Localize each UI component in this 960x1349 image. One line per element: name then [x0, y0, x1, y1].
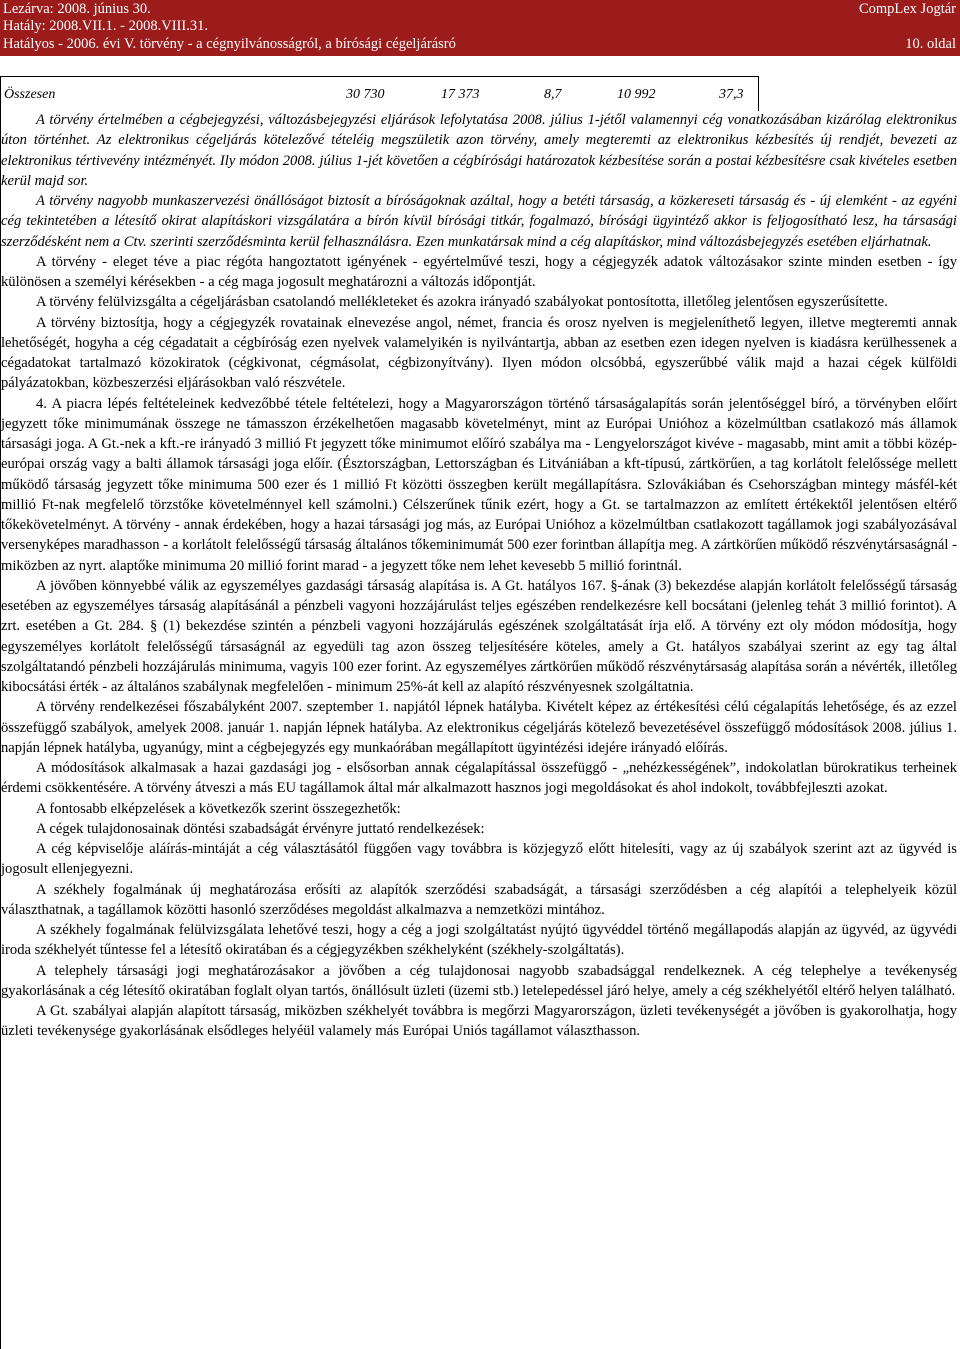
row-label: Összesen: [4, 87, 56, 102]
paragraph: A cégek tulajdonosainak döntési szabadságát érvényre juttató rendelkezések:: [36, 820, 485, 837]
validity-range: Hatály: 2008.VII.1. - 2008.VIII.31.: [3, 18, 208, 34]
paragraph: A törvény - eleget téve a piac régóta hangoztatott igényének - egyértelművé teszi, hogy a cégjegyzék adatok változásakor szinte minden esetben - így különösen a személyi kérésekben - a cég maga jogosult meghatározni a változás időpontját.: [1, 253, 957, 290]
closing-date: Lezárva: 2008. június 30.: [3, 1, 151, 17]
table-row: [0, 76, 759, 111]
cell-4: 10 992: [617, 87, 656, 102]
paragraph: A Gt. szabályai alapján alapított társaság, miközben székhelyét továbbra is megőrzi Magyarországon, üzleti tevékenységét a jövőben is gyakorolhatja, hogy üzleti tevékenysége gyakorlásának elsődleges helyéül valamely más Európai Uniós tagállamot választhasson.: [1, 1003, 957, 1040]
paragraph: A fontosabb elképzelések a következők szerint összegezhetők:: [36, 800, 401, 817]
paragraph: A módosítások alkalmasak a hazai gazdasági jog - elsősorban annak cégalapítással összefüggő - „nehézkességének”, indokolatlan bürokratikus terheinek érdemi csökkentésére. A törvény átveszi a más EU tagállamok által már alkalmazott hasznos jogi megoldásokat és ahol indokolt, továbbfejleszti azokat.: [1, 760, 957, 797]
paragraph: A törvény biztosítja, hogy a cégjegyzék rovatainak elnevezése angol, német, francia és orosz nyelven is megjeleníthető legyen, illetve megteremti annak lehetőségét, hogyha a cég cégadatait a cégbíróság ezen nyelvek valamelyikén is nyilvántartja, abban az esetben ezen idegen nyelven is kiadásra kerülhessenek a cégadatokat tartalmazó közokiratok (cégkivonat, cégmásolat, cégbizonyítvány). Ilyen módon olcsóbbá, egyszerűbbé válik majd a hazai cégek külföldi pályázatokban, közbeszerzési eljárásokban való részvétele.: [1, 314, 957, 392]
cell-5: 37,3: [719, 87, 744, 102]
page-number: 10. oldal: [905, 36, 956, 52]
paragraph: A székhely fogalmának új meghatározása erősíti az alapítók szerződési szabadságát, a társasági szerződésben a cég alapítói a telephelyeik közül választhatnak, a tagállamok közötti hasonló szerződéses megoldást alkalmazva a nemzetközi mintához.: [1, 881, 957, 918]
paragraph: A cég képviselője aláírás-mintáját a cég választásától függően vagy továbbra is közjegyző előtt hitelesíti, vagy az új szabályok szerint azt az ügyvéd is jogosult ellenjegyezni.: [1, 841, 957, 878]
paragraph: A törvény rendelkezései főszabályként 2007. szeptember 1. napjától lépnek hatályba. Kivételt képez az értékesítési célú cégalapítás lehetősége, és az ezzel összefüggő szabályok, amelyek 2008. január 1. napján lépnek hatályba. Az elektronikus cégeljárás kötelező bevezetésével összefüggő módosítások 2008. július 1. napján lépnek hatályba, ugyanúgy, mint a cégbejegyzés egy munkaórában megállapított ügyintézési idejére irányadó előírás.: [1, 699, 957, 756]
paragraph: A törvény nagyobb munkaszervezési önállóságot biztosít a bíróságoknak azáltal, hogy a betéti társaság, a közkereseti társaság és - új elemként - az egyéni cég tekintetében a létesítő okirat alapításkori vizsgálatára a bírón kívül bírósági titkár, fogalmazó, bírósági ügyintéző akkor is feljogosítható lesz, ha társasági szerződésként nem a Ctv. szerinti szerződésminta kerül felhasználásra. Ezen munkatársak mind a cég alapításkor, mind változásbejegyzés esetében eljárhatnak.: [1, 193, 957, 250]
paragraph: A jövőben könnyebbé válik az egyszemélyes gazdasági társaság alapítása is. A Gt. hatályos 167. §-ának (3) bekezdése alapján korlátolt felelősségű társaság esetében az egyszemélyes társaság alapításánál a pénzbeli vagyoni hozzájárulást teljes egészében rendelkezésre kell bocsátani (jelenleg tehát 3 millió forintot). A zrt. esetében a Gt. 284. § (1) bekezdése szintén a pénzbeli vagyoni hozzájárulás egészének szolgáltatását írja elő. A törvény ezt oly módon módosítja, hogy egyszemélyes korlátolt felelősségű társaságnál az egyedüli tag azon összeg teljesítésére köteles, amely a Gt. hatályos szabályai szerint az egy tag által szolgáltatandó pénzbeli hozzájárulás minimuma, vagyis 100 ezer forint. Az egyszemélyes zártkörűen működő részvénytársaság alapítása során a névérték, illetőleg kibocsátási érték - az általános szabálynak megfelelően - minimum 25%-át kell az alapító részvényesnek szolgáltatnia.: [1, 577, 957, 695]
cell-2: 17 373: [441, 87, 480, 102]
paragraph: 4. A piacra lépés feltételeinek kedvezőbbé tétele feltételezi, hogy a Magyarországon történő társaságalapítás során jelentőséggel bíró, a törvényben előírt jegyzett tőke minimumának összege ne támasszon érzékelhetően magasabb követelményt, mint az Európai Unióhoz a közelmúltban csatlakozó más államok társasági joga. A Gt.-nek a kft.-re irányadó 3 millió Ft jegyzett tőke minimumot előíró szabálya ma - Lengyelországot kivéve - magasabb, mint amit a többi közép-európai ország vagy a balti államok társasági joga előír. (Észtországban, Lettországban és Litvániában a kft-típusú, zártkörűen, a tag korlátolt felelőssége mellett működő társaság jegyzett tőke minimuma 500 ezer és 1 millió Ft közötti összegben került megállapításra. Szlovákiában és Csehországban mintegy másfél-két millió Ft-nak megfelelő törzstőke követelménnyel kell számolni.) Célszerűnek tűnik ezért, hogy a Gt. se tartalmazzon az említett értékektől jelentősen eltérő tőkekövetelményt. A törvény - annak érdekében, hogy a hazai társasági jog más, az Európai Unióhoz a közelmúltban csatlakozott tagállamok jogi szabályozásával versenyképes maradhasson - a korlátolt felelősségű társaság általános tőkeminimumát 500 ezer forintban állapítja meg. A zártkörűen működő részvénytársaságnál - miközben az nyrt. alaptőke minimuma 20 millió forint marad - a jegyzett tőke nem lehet kevesebb 5 millió forintnál.: [1, 395, 957, 574]
publisher-name: CompLex Jogtár: [858, 1, 956, 17]
paragraph: A telephely társasági jogi meghatározásakor a jövőben a cég tulajdonosai nagyobb szabadsággal rendelkeznek. A cég telephelye a tevékenység gyakorlásának a cég létesítő okiratában foglalt olyan tartós, önállósult üzleti (üzemi stb.) letelepedéssel járó helye, amely a cég székhelyétől eltérő helyen található.: [1, 962, 957, 999]
cell-1: 30 730: [346, 87, 385, 102]
paragraph: A székhely fogalmának felülvizsgálata lehetővé teszi, hogy a cég a jogi szolgáltatást nyújtó ügyvéddel történő megállapodás alapján az ügyvéd, az ügyvédi iroda székhelyét tűntesse fel a létesítő okiratában és a cégjegyzékben székhelyként (székhely-szolgáltatás).: [1, 922, 957, 959]
paragraph: A törvény értelmében a cégbejegyzési, változásbejegyzési eljárások lefolytatása 2008. július 1-jétől valamennyi cég vonatkozásában kizárólag elektronikus úton történhet. Az elektronikus cégeljárás kötelezővé tételéig megszületik azon törvény, amely megteremti az elektronikus kézbesítés új rendjét, bevezeti az elektronikus tértivevény intézményét. Ily módon 2008. július 1-jét követően a cégbírósági határozatok kézbesítése során a postai kézbesítésre csak kivételes esetben kerül majd sor.: [1, 112, 957, 189]
law-title: Hatályos - 2006. évi V. törvény - a cégnyilvánosságról, a bírósági cégeljárásró: [3, 36, 456, 52]
document-header: [0, 0, 960, 56]
cell-3: 8,7: [544, 87, 562, 102]
document-body: [1, 110, 957, 1042]
paragraph: A törvény felülvizsgálta a cégeljárásban csatolandó mellékleteket és azokra irányadó szabályokat pontosította, illetőleg jelentősen egyszerűsítette.: [36, 294, 888, 311]
